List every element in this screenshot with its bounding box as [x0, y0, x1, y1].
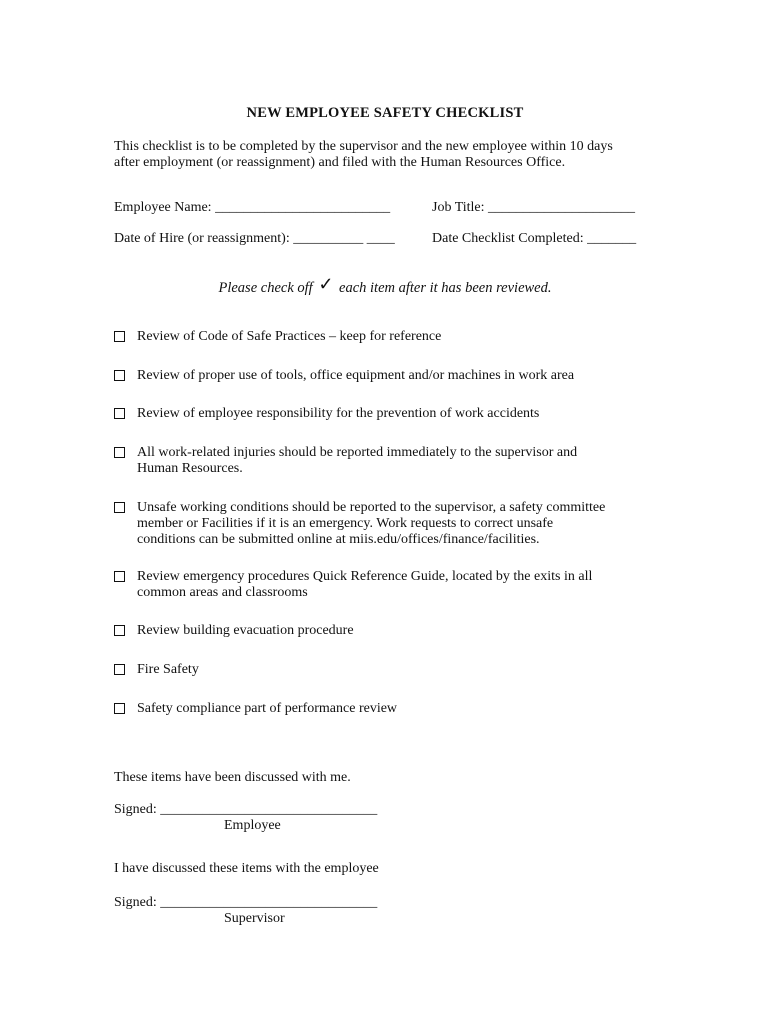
checkbox[interactable]: [114, 703, 125, 714]
checklist-item-line: common areas and classrooms: [137, 585, 308, 600]
checklist-item-line: member or Facilities if it is an emergency. Work requests to correct unsafe: [137, 516, 554, 531]
checklist-item-text: [137, 701, 397, 717]
checklist-item-line: Safety compliance part of performance review: [137, 701, 398, 716]
checklist-item-text: [137, 500, 605, 548]
instruction-text-after: each item after it has been reviewed.: [339, 280, 552, 296]
checklist-item-line: Unsafe working conditions should be reported to the supervisor, a safety committee: [137, 500, 606, 515]
checklist-item-text: [137, 368, 574, 384]
employee-statement: These items have been discussed with me.: [114, 770, 351, 785]
checklist-item-line: Review building evacuation procedure: [137, 623, 354, 638]
checkbox[interactable]: [114, 664, 125, 675]
supervisor-role-label: Supervisor: [224, 911, 285, 926]
checklist-item-text: [137, 406, 539, 422]
intro-paragraph: [114, 139, 613, 171]
checklist-item-line: Review of Code of Safe Practices – keep for reference: [137, 329, 442, 344]
page-title: NEW EMPLOYEE SAFETY CHECKLIST: [246, 105, 524, 121]
checkbox[interactable]: [114, 502, 125, 513]
checklist-item-text: [137, 445, 577, 477]
supervisor-statement: I have discussed these items with the employee: [114, 861, 379, 876]
checklist-item-text: [137, 569, 592, 601]
checklist-item-line: Review emergency procedures Quick Reference Guide, located by the exits in all: [137, 569, 593, 584]
checkbox[interactable]: [114, 370, 125, 381]
instruction-text-before: Please check off: [218, 280, 313, 296]
checklist-item-text: [137, 329, 441, 345]
employee-role-label: Employee: [224, 818, 281, 833]
checkbox[interactable]: [114, 447, 125, 458]
checkbox[interactable]: [114, 625, 125, 636]
checklist-item-text: [137, 623, 354, 639]
date-of-hire-field[interactable]: Date of Hire (or reassignment): __________ ____: [114, 231, 395, 246]
check-instruction: [0, 276, 770, 297]
job-title-field[interactable]: Job Title: _____________________: [432, 200, 636, 215]
supervisor-signature-line[interactable]: Signed: _______________________________: [114, 895, 378, 910]
checklist-item-line: Fire Safety: [137, 662, 199, 677]
checkbox[interactable]: [114, 571, 125, 582]
checkmark-icon: ✓: [318, 274, 334, 294]
employee-signature-line[interactable]: Signed: _______________________________: [114, 802, 378, 817]
checklist-item-line: All work-related injuries should be reported immediately to the supervisor and: [137, 445, 578, 460]
checkbox[interactable]: [114, 408, 125, 419]
checklist-item-text: [137, 662, 199, 678]
checklist-item-line: Human Resources.: [137, 461, 243, 476]
checklist-item-line: conditions can be submitted online at miis.edu/offices/finance/facilities.: [137, 532, 540, 547]
intro-line-2: after employment (or reassignment) and filed with the Human Resources Office.: [114, 155, 566, 170]
employee-name-field[interactable]: Employee Name: _________________________: [114, 200, 391, 215]
checklist-item-line: Review of employee responsibility for the prevention of work accidents: [137, 406, 540, 421]
intro-line-1: This checklist is to be completed by the supervisor and the new employee within 10 days: [114, 139, 613, 154]
checklist-item-line: Review of proper use of tools, office equipment and/or machines in work area: [137, 368, 575, 383]
date-completed-field[interactable]: Date Checklist Completed: _______: [432, 231, 637, 246]
checkbox[interactable]: [114, 331, 125, 342]
